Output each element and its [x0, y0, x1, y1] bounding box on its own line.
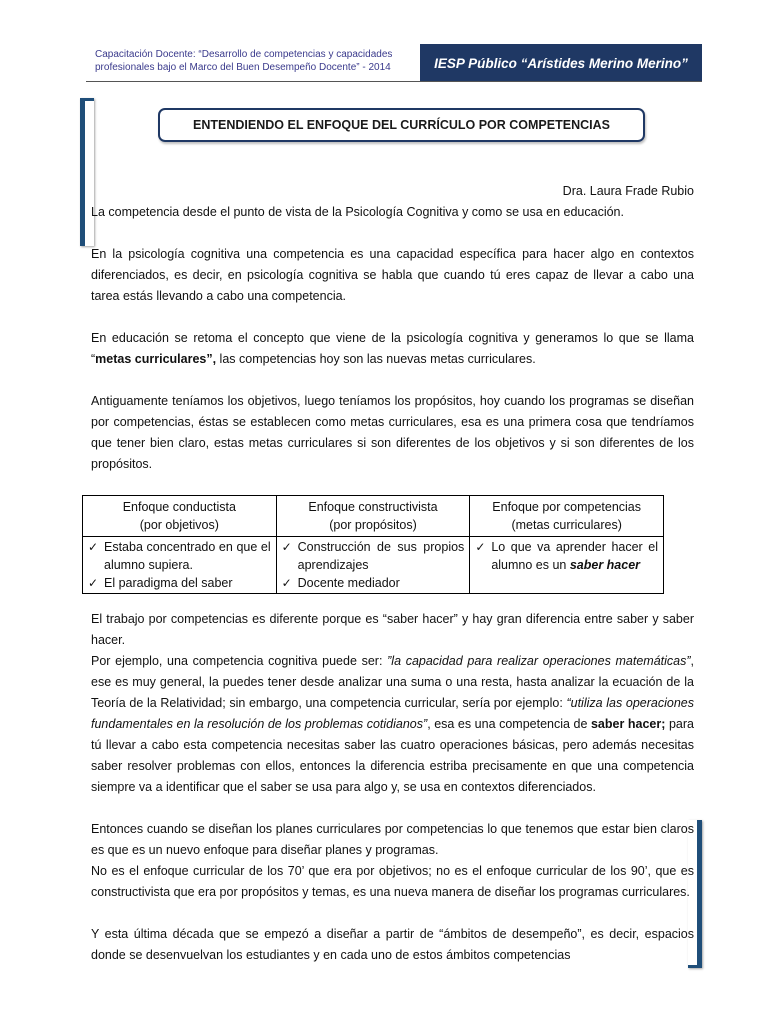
list-item	[475, 538, 658, 574]
list-item-text: Estaba concentrado en que el alumno supiera.	[104, 540, 271, 572]
list-item-text-plain: Lo que va aprender hacer el alumno es un	[491, 540, 658, 572]
course-header-line1: Capacitación Docente: “Desarrollo de competencias y capacidades	[95, 49, 393, 60]
metas-curriculares-term: metas curriculares”,	[95, 352, 217, 366]
author-name: Dra. Laura Frade Rubio	[562, 184, 694, 198]
paragraph-decades: No es el enfoque curricular de los 70’ que era por objetivos; no es el enfoque curricular de los 90’, que es constructivista que era por propósitos y temas, es una nueva manera de diseñar los programas curriculares.	[91, 864, 694, 899]
paragraph-example-text-e: , esa es una competencia de	[427, 717, 591, 731]
approaches-comparison-table	[82, 495, 664, 594]
list-item-text: El paradigma del saber	[104, 576, 233, 590]
col2-sub: (por propósitos)	[329, 518, 417, 532]
checkmark-icon: ✓	[281, 540, 292, 554]
saber-hacer-bold: saber hacer;	[590, 717, 666, 731]
checkmark-icon: ✓	[88, 540, 99, 554]
paragraph-education	[91, 328, 694, 370]
quote-curricular-competence: “utiliza las operaciones fundamentales en la resolución de los problemas cotidianos”	[91, 696, 694, 731]
paragraph-example-text-c: , ese es muy general, la puedes tener desde analizar una suma o una resta, hasta analizar la ecuación de la Teoría de la Relatividad; sin embargo, una competencia curricular, sería por ejemplo:	[91, 654, 695, 710]
document-title: ENTENDIENDO EL ENFOQUE DEL CURRÍCULO POR COMPETENCIAS	[193, 118, 610, 132]
list-item	[88, 538, 271, 574]
top-left-bracket-decoration	[80, 98, 94, 246]
col3-sub: (metas curriculares)	[511, 518, 622, 532]
col2-head: Enfoque constructivista	[308, 500, 438, 514]
list-item-text: Docente mediador	[297, 576, 400, 590]
paragraph-new-approach: Entonces cuando se diseñan los planes curriculares por competencias lo que tenemos que estar bien claros es que es un nuevo enfoque para diseñar planes y programas.	[91, 822, 694, 857]
checkmark-icon: ✓	[281, 576, 292, 590]
header-cell-conductista	[83, 496, 277, 537]
course-header	[95, 48, 420, 74]
paragraph-example-text-g: para tú llevar a cabo esta competencia necesitas saber las cuatro operaciones básicas, pero además necesitas saber resolver problemas con ellos, entonces la diferencia estriba precisamente en que una competencia siempre va a identificar que el saber se usa para algo y, se usa en contextos diferenciados.	[91, 717, 694, 794]
paragraph-cognitive: En la psicología cognitiva una competencia es una capacidad específica para hacer algo en contextos diferenciados, es decir, en psicología cognitiva se habla que cuando tú eres capaz de llevar a cabo una tarea estás llevando a cabo una competencia.	[91, 247, 694, 303]
col1-head: Enfoque conductista	[122, 500, 236, 514]
paragraph-intro: La competencia desde el punto de vista de la Psicología Cognitiva y como se usa en educación.	[91, 205, 624, 219]
course-header-line2: profesionales bajo el Marco del Buen Desempeño Docente” - 2014	[95, 62, 391, 73]
body-cell-constructivista	[276, 537, 470, 594]
institution-banner	[420, 44, 702, 82]
checkmark-icon: ✓	[88, 576, 99, 590]
paragraph-education-text-a: En educación se retoma el concepto que viene de la psicología cognitiva y generamos lo que se llama “	[91, 331, 694, 366]
list-item	[282, 538, 465, 574]
document-title-box	[158, 108, 645, 142]
body-cell-conductista	[83, 537, 277, 594]
list-item-text: Construcción de sus propios aprendizajes	[297, 540, 465, 572]
list-item	[88, 574, 271, 592]
paragraph-saber-hacer: El trabajo por competencias es diferente porque es “saber hacer” y hay gran diferencia entre saber y saber hacer.	[91, 612, 694, 647]
quote-cognitive-competence: ”la capacidad para realizar operaciones matemáticas”	[387, 654, 691, 668]
list-item	[282, 574, 465, 592]
table-header-row	[83, 496, 664, 537]
header-cell-constructivista	[276, 496, 470, 537]
checkmark-icon: ✓	[475, 540, 486, 554]
paragraph-education-text-c: las competencias hoy son las nuevas metas curriculares.	[216, 352, 536, 366]
paragraph-last-decade: Y esta última década que se empezó a diseñar a partir de “ámbitos de desempeño”, es decir, espacios donde se desenvuelvan los estudiantes y en cada uno de estos ámbitos competencias	[91, 927, 694, 962]
paragraph-history: Antiguamente teníamos los objetivos, luego teníamos los propósitos, hoy cuando los programas se diseñan por competencias, éstas se establecen como metas curriculares, esa es una primera cosa que tendríamos que tener bien claro, estas metas curriculares si son diferentes de los objetivos y si son diferentes de los propósitos.	[91, 394, 694, 471]
header-divider	[86, 81, 702, 82]
body-cell-competencias	[470, 537, 664, 594]
table-body-row	[83, 537, 664, 594]
col3-head: Enfoque por competencias	[492, 500, 642, 514]
list-item-text	[491, 538, 658, 574]
header-cell-competencias	[470, 496, 664, 537]
paragraph-example-text-a: Por ejemplo, una competencia cognitiva puede ser:	[91, 654, 388, 668]
institution-name: IESP Público “Arístides Merino Merino”	[434, 55, 688, 71]
col1-sub: (por objetivos)	[139, 518, 219, 532]
paragraph-example	[91, 651, 694, 798]
saber-hacer-term: saber hacer	[569, 558, 641, 572]
